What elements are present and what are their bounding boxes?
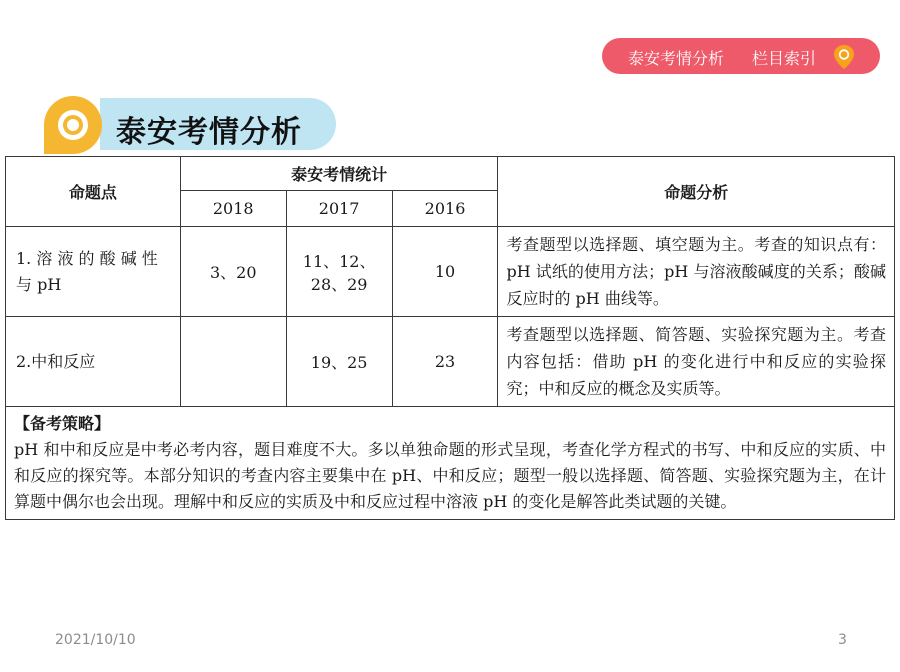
table-row xyxy=(6,317,895,407)
nav-pill xyxy=(602,38,880,74)
location-pin-icon[interactable] xyxy=(832,44,856,70)
target-badge-icon xyxy=(42,94,104,156)
strategy-title: 【备考策略】 xyxy=(14,414,111,433)
year-2016: 2016 xyxy=(392,191,498,227)
section-title: 泰安考情分析 xyxy=(116,115,302,150)
section-banner xyxy=(100,98,336,150)
exam-analysis-table xyxy=(5,156,895,520)
strategy-cell xyxy=(6,407,895,520)
footer-date: 2021/10/10 xyxy=(55,632,136,648)
row-2017: 19、25 xyxy=(286,317,392,407)
row-analysis: 考查题型以选择题、简答题、实验探究题为主。考查内容包括：借助 pH 的变化进行中和反应的实验探究；中和反应的概念及实质等。 xyxy=(498,317,895,407)
year-2018: 2018 xyxy=(180,191,286,227)
year-2017: 2017 xyxy=(286,191,392,227)
nav-link-index[interactable]: 栏目索引 xyxy=(752,49,817,68)
row-analysis: 考查题型以选择题、填空题为主。考查的知识点有：pH 试纸的使用方法；pH 与溶液酸碱度的关系；酸碱反应时的 pH 曲线等。 xyxy=(498,227,895,317)
row-2016: 23 xyxy=(392,317,498,407)
nav-link-analysis[interactable]: 泰安考情分析 xyxy=(628,49,725,68)
row-2016: 10 xyxy=(392,227,498,317)
row-2018: 3、20 xyxy=(180,227,286,317)
header-stats: 泰安考情统计 xyxy=(180,157,498,191)
table-header-row xyxy=(6,157,895,191)
header-topic: 命题点 xyxy=(6,157,181,227)
row-2018 xyxy=(180,317,286,407)
header-analysis: 命题分析 xyxy=(498,157,895,227)
strategy-row xyxy=(6,407,895,520)
page-number: 3 xyxy=(838,632,847,648)
row-topic: 2.中和反应 xyxy=(6,317,181,407)
table-row xyxy=(6,227,895,317)
row-2017: 11、12、28、29 xyxy=(286,227,392,317)
strategy-text: pH 和中和反应是中考必考内容，题目难度不大。多以单独命题的形式呈现，考查化学方程式的书写、中和反应的实质、中和反应的探究等。本部分知识的考查内容主要集中在 pH、中和反应；题型一般以选择题、简答题、实验探究题为主，在计算题中偶尔也会出现。理解中和反应的实质及中和反应过程中溶液 pH 的变化是解答此类试题的关键。 xyxy=(14,440,886,511)
row-topic: 1. 溶 液 的 酸 碱 性 与 pH xyxy=(6,227,181,317)
